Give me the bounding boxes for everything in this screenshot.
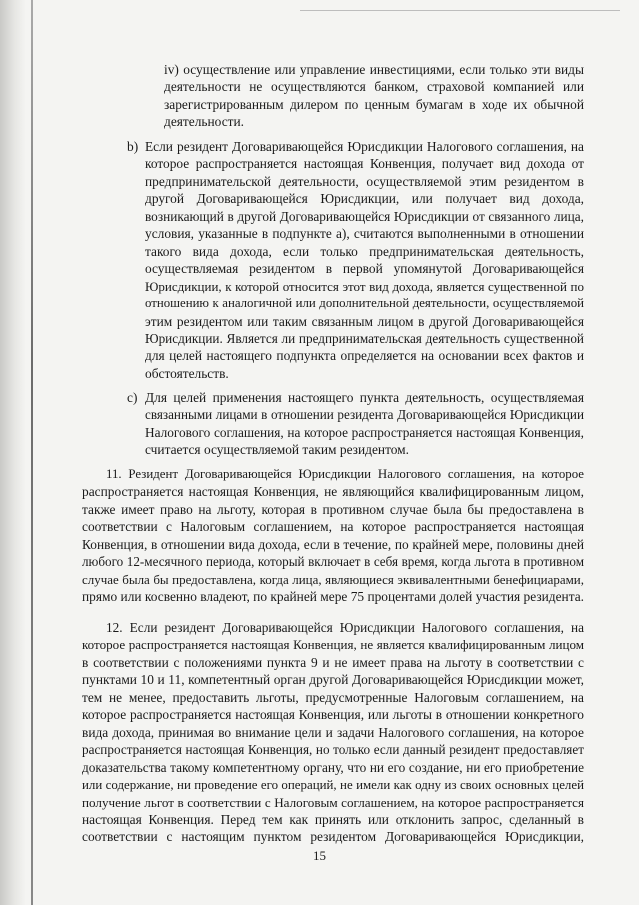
text-line: этим резидентом или таким связанным лицом в другой Договаривающейся [145,313,584,329]
text-line: iv) осуществление или управление инвестициями, если только эти виды [164,62,584,77]
text-line: осуществляемая резидентом в первой упомянутой Договаривающейся [145,261,584,277]
binding-edge [31,0,33,905]
text-line: тем не менее, предоставить льготы, предусмотренные Налоговым соглашением, на [82,689,584,705]
text-line: Конвенция, в отношении вида дохода, если в течение, по крайней мере, половины дней [82,536,584,552]
text-line: предпринимательской деятельности, осуществляемой этим резидентом в [145,173,584,189]
item-b-marker: b) [127,139,139,154]
page-number: 15 [313,848,326,863]
text-line: считается осуществляемой таким резидентом. [145,442,410,458]
item-b-text [145,138,584,382]
item-c-text [145,389,584,459]
text-line: которое распространяется настоящая Конвенция, не является квалифицированным лицом [82,637,584,653]
text-line: обстоятельств. [145,365,229,381]
text-line: случае была бы предоставлена, когда лица, являющиеся эквивалентными бенефициарами, [82,571,584,587]
text-line: в соответствии с положениями пункта 9 и не имеет права на льготу в соответствии с [82,654,584,670]
text-line: для целей настоящего подпункта определяется на основании всех фактов и [145,348,584,364]
text-line: или содержание, ни проведение его операций, не имели как одну из своих основных целей [82,777,584,793]
text-line: 12. Если резидент Договаривающейся Юрисдикции Налогового соглашения, на [106,620,584,635]
subclause-iv [164,61,584,131]
text-line: деятельности не осуществляются банком, страховой компанией или [164,79,584,95]
text-line: зарегистрированным дилером по ценным бумагам в ходе их обычной [164,96,584,112]
text-line: 11. Резидент Договаривающейся Юрисдикции Налогового соглашения, на которое [106,467,584,481]
text-line: деятельности. [164,114,245,130]
text-line: Налогового соглашения, на которое распространяется настоящая Конвенция, [145,424,584,440]
text-line: условия, указанные в подпункте а), считаются выполненными в отношении [145,226,584,242]
text-line: которое распространяется настоящая Конвенция, получает вид дохода от [145,156,584,172]
text-line: возникающий в другой Договаривающейся Юрисдикции от связанного лица, [145,208,584,224]
top-rule [300,10,620,11]
text-line: распространяется настоящая Конвенция, но только если данный резидент предоставляет [82,742,584,758]
text-line: распространяется настоящая Конвенция, не являющийся квалифицированным лицом, [82,484,584,500]
text-line: отношению к аналогичной или дополнительной деятельности, осуществляемой [145,296,584,311]
text-line: такого вида дохода, если только предпринимательская деятельность, [145,243,584,259]
text-line: также имеет право на льготу, которая в противном случае была бы предоставлена в [82,501,584,517]
text-line: другой Договаривающейся Юрисдикции, или получает вид дохода, [145,191,584,207]
text-line: связанными лицами в отношении резидента Договаривающейся Юрисдикции [145,407,584,423]
text-line: прямо или косвенно владеют, по крайней мере 75 процентами долей участия резидента. [82,589,585,605]
text-line: соответствии с настоящим пунктом резидентом Договаривающейся Юрисдикции, [82,829,584,845]
text-line: Юрисдикции. Является ли предпринимательская деятельность существенной [145,330,584,346]
text-line: Если резидент Договаривающейся Юрисдикции Налогового соглашения, на [145,139,584,154]
text-line: настоящая Конвенция. Перед тем как принять или отклонить запрос, сделанный в [82,811,584,827]
text-line: любого 12-месячного периода, который включает в себя время, когда льгота в противном [82,554,584,570]
text-line: Юрисдикции, к которой относится этот вид дохода, является существенной по [145,278,584,294]
text-line: которое распространяется настоящая Конвенция, или льготы в отношении конкретного [82,707,584,723]
text-line: Для целей применения настоящего пункта деятельность, осуществляемая [145,390,584,405]
text-line: вида дохода, принимая во внимание цели и задачи Налогового соглашения, на которое [82,724,584,740]
text-line: получение льгот в соответствии с Налоговым соглашением, на которое распространяется [82,794,584,810]
binding-shadow [0,0,26,905]
paragraph-12 [82,619,584,846]
text-line: доказательства такому компетентному органу, что ни его создание, ни его приобретение [82,759,584,775]
text-line: пунктами 10 и 11, компетентный орган другой Договаривающейся Юрисдикции может, [82,672,584,688]
text-line: соответствии с Налоговым соглашением, на которое распространяется настоящая [82,519,584,535]
paragraph-11 [82,466,584,606]
item-c-marker: c) [127,390,138,405]
